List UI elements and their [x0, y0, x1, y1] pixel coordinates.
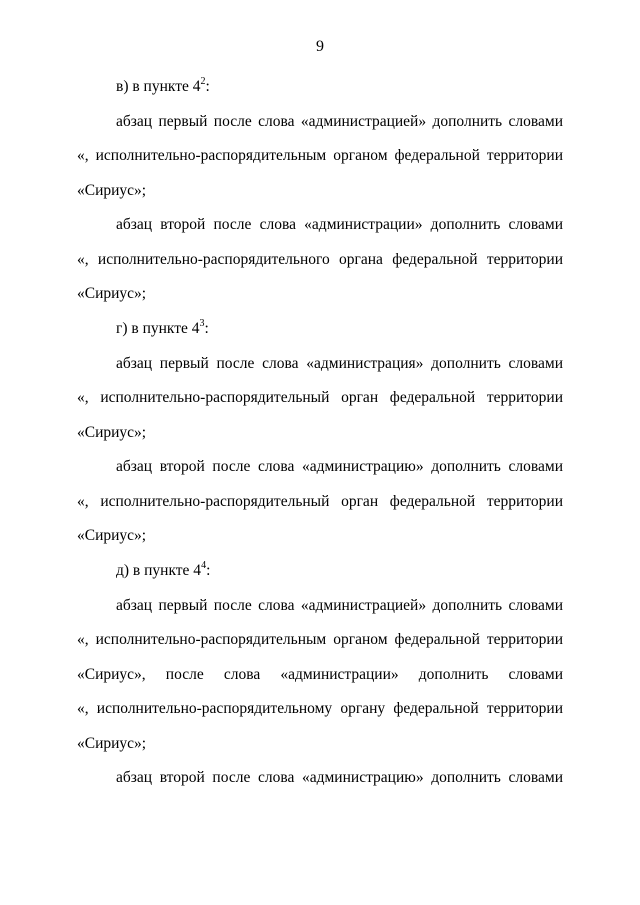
paragraph-line: «, исполнительно-распорядительный орган федеральной территории [77, 493, 563, 510]
subpoint-heading-v: в) в пункте $4^2$: [116, 75, 210, 95]
paragraph-line: «Сириус»; [77, 182, 147, 199]
paragraph-line: абзац первый после слова «администрацией» дополнить словами [116, 597, 563, 614]
paragraph-line: «Сириус»; [77, 424, 147, 441]
paragraph-line: «, исполнительно-распорядительным органом федеральной территории [77, 147, 563, 164]
paragraph-line: абзац первый после слова «администрацией» дополнить словами [116, 113, 563, 130]
page-number: 9 [316, 38, 324, 55]
paragraph-line: «Сириус»; [77, 735, 147, 752]
subpoint-heading-g: г) в пункте $4^3$: [116, 317, 209, 337]
paragraph-line: «Сириус»; [77, 285, 147, 302]
paragraph-line: «, исполнительно-распорядительного органа федеральной территории [77, 251, 563, 268]
paragraph-line: «, исполнительно-распорядительному органу федеральной территории [77, 700, 563, 717]
paragraph-line: «Сириус», после слова «администрации» дополнить словами [77, 666, 563, 683]
paragraph-line: абзац первый после слова «администрация» дополнить словами [116, 355, 563, 372]
paragraph-line: абзац второй после слова «администрации» дополнить словами [116, 216, 563, 233]
paragraph-line: абзац второй после слова «администрацию» дополнить словами [116, 458, 563, 475]
paragraph-line: «, исполнительно-распорядительный орган федеральной территории [77, 389, 563, 406]
paragraph-line: «Сириус»; [77, 527, 147, 544]
paragraph-line: «, исполнительно-распорядительным органом федеральной территории [77, 631, 563, 648]
subpoint-heading-d: д) в пункте $4^4$: [116, 559, 211, 579]
paragraph-line: абзац второй после слова «администрацию» дополнить словами [116, 769, 563, 786]
